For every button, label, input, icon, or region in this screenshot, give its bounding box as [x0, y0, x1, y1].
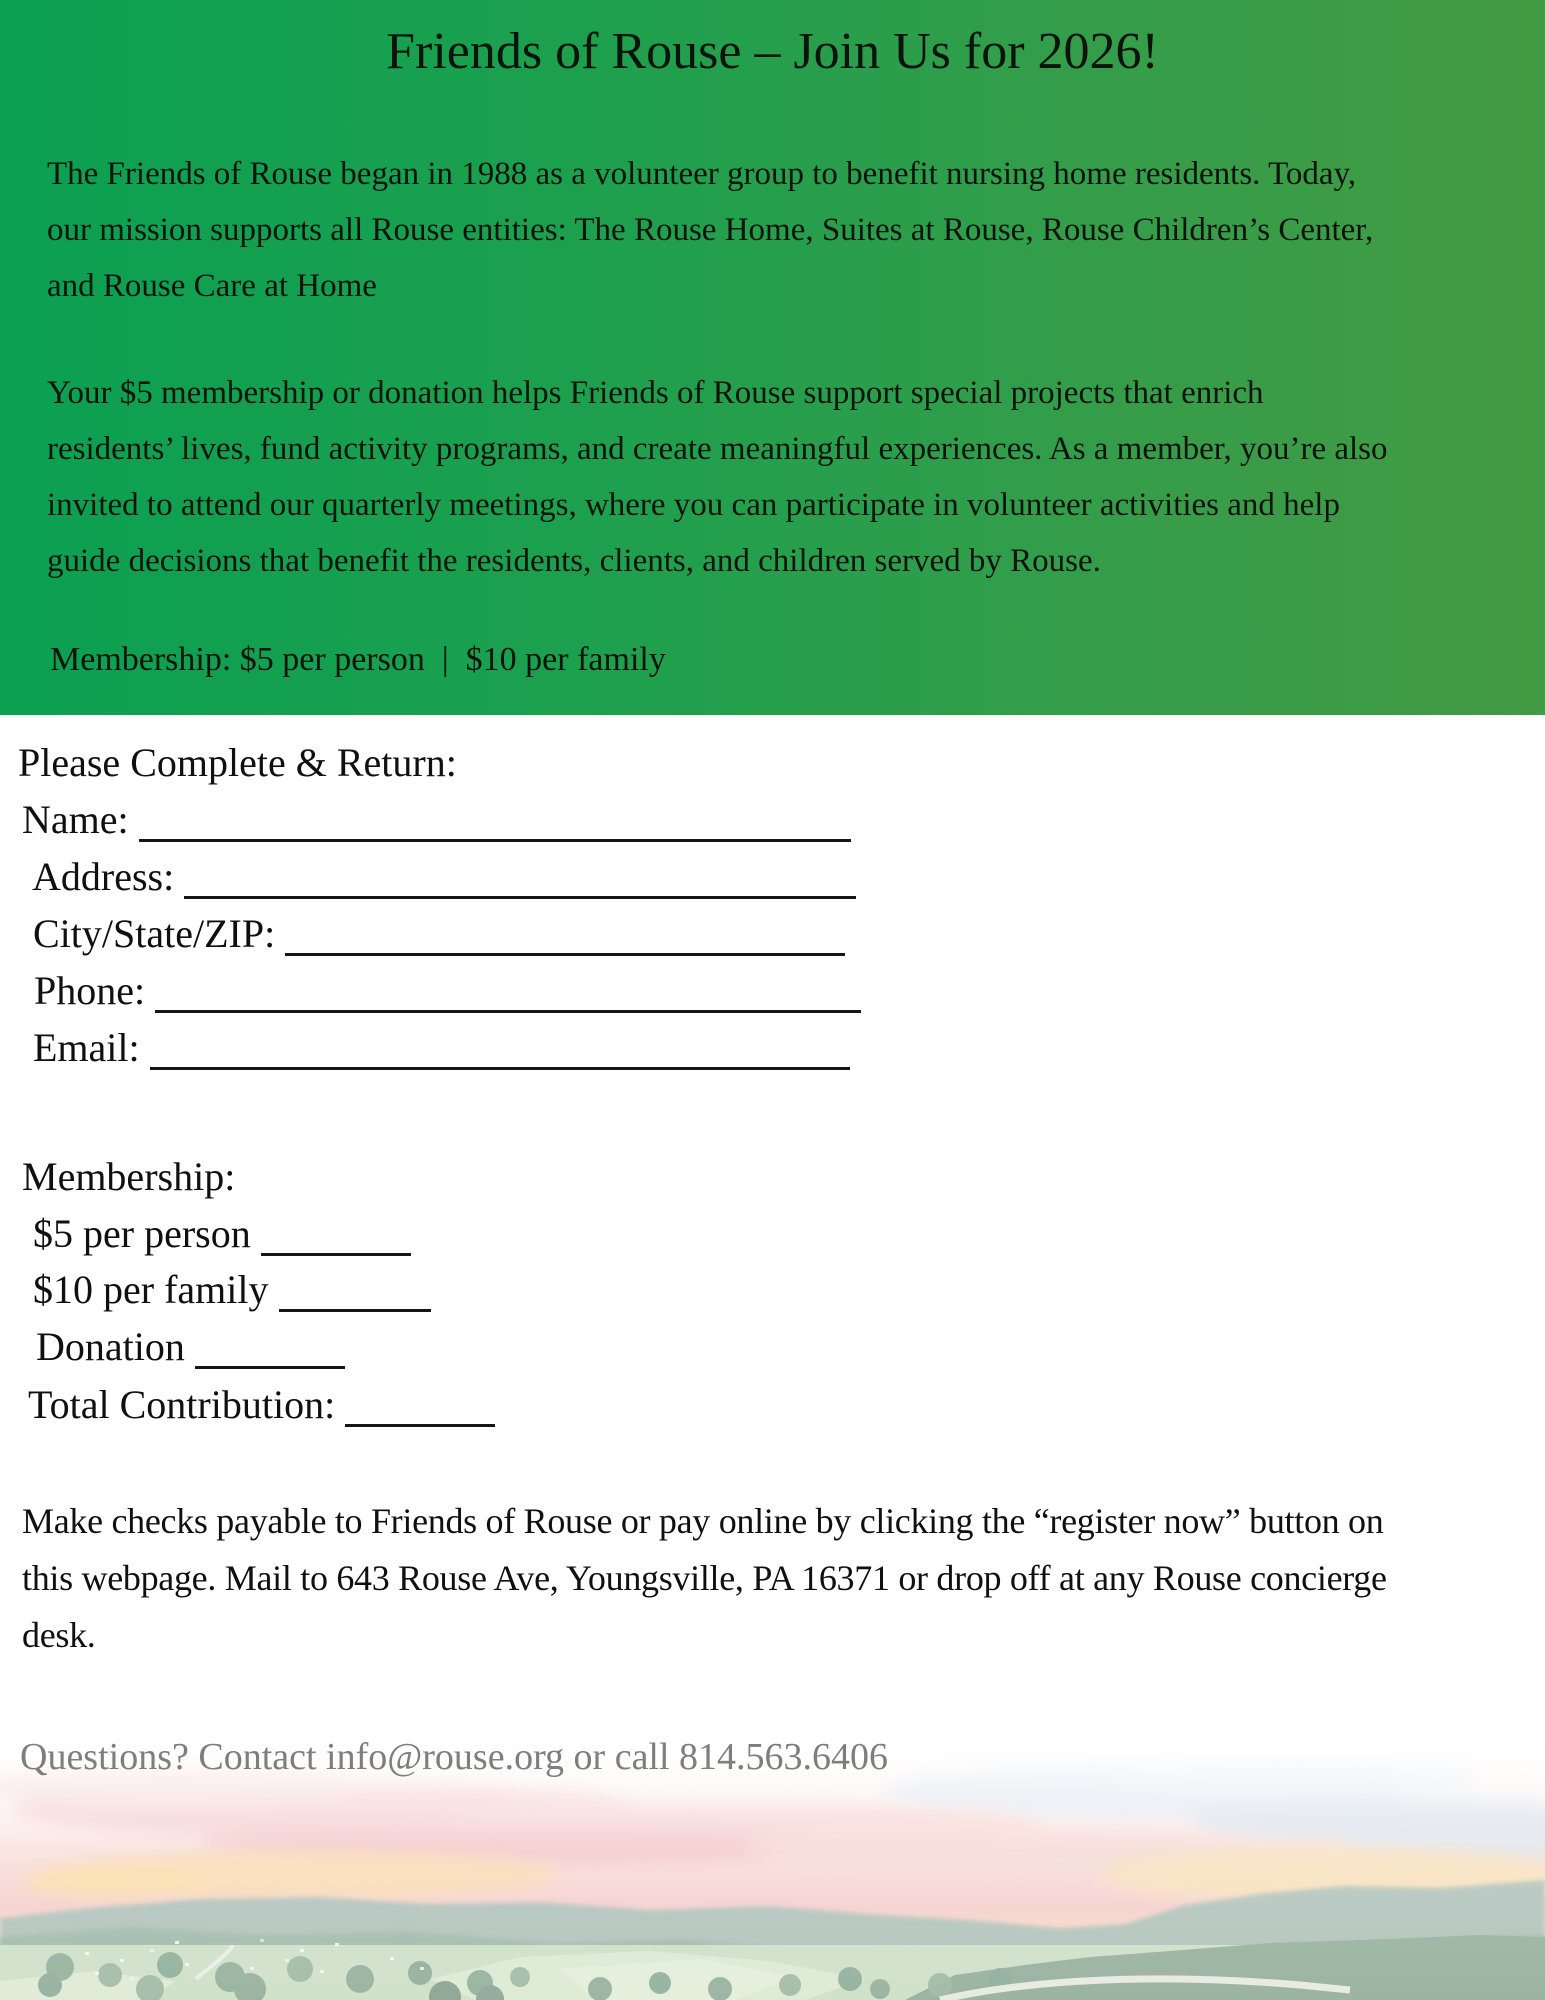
form-field-phone: [34, 962, 861, 1019]
form-field-address: [32, 848, 856, 905]
form-heading: Please Complete & Return:: [18, 740, 457, 785]
payment-instructions-paragraph: [22, 1493, 1387, 1664]
green-header-band: [0, 0, 1545, 715]
footer-contact-text: Questions? Contact info@rouse.org or call 814.563.6406: [20, 1736, 889, 1778]
mission-line: residents’ lives, fund activity programs, and create meaningful experiences. As a member, you’re also: [47, 431, 1388, 467]
city-state-zip-label: City/State/ZIP:: [33, 911, 276, 956]
per-person-label: $5 per person: [33, 1211, 251, 1256]
membership-option-donation: [36, 1318, 345, 1375]
donation-label: Donation: [36, 1324, 185, 1369]
per-family-blank-line: [279, 1308, 431, 1312]
membership-option-family: [33, 1261, 431, 1318]
total-contribution-row: [28, 1376, 495, 1433]
address-blank-line: [184, 895, 856, 899]
membership-option-person: [33, 1205, 411, 1262]
total-contribution-blank-line: [345, 1423, 495, 1427]
name-label: Name:: [22, 797, 129, 842]
intro-paragraph: [47, 146, 1373, 314]
membership-section-heading: Membership:: [22, 1154, 236, 1199]
intro-line: and Rouse Care at Home: [47, 268, 377, 304]
email-label: Email:: [33, 1025, 140, 1070]
form-field-name: [22, 791, 851, 848]
intro-line: our mission supports all Rouse entities: The Rouse Home, Suites at Rouse, Rouse Children’s Center,: [47, 212, 1374, 248]
page-title: Friends of Rouse – Join Us for 2026!: [386, 23, 1159, 80]
donation-blank-line: [195, 1365, 345, 1369]
city-state-zip-blank-line: [285, 952, 845, 956]
payment-line: Make checks payable to Friends of Rouse or pay online by clicking the “register now” button on: [22, 1501, 1384, 1541]
phone-label: Phone:: [34, 968, 146, 1013]
mission-line: invited to attend our quarterly meetings, where you can participate in volunteer activities and help: [47, 487, 1340, 523]
form-field-city-state-zip: [33, 905, 845, 962]
membership-pricing-summary: Membership: $5 per person | $10 per family: [50, 641, 666, 678]
phone-blank-line: [155, 1009, 861, 1013]
intro-line: The Friends of Rouse began in 1988 as a volunteer group to benefit nursing home residents. Today,: [47, 156, 1357, 192]
total-contribution-label: Total Contribution:: [28, 1382, 336, 1427]
payment-line: desk.: [22, 1615, 96, 1655]
email-blank-line: [150, 1066, 850, 1070]
form-field-email: [33, 1019, 850, 1076]
mission-paragraph: [47, 365, 1388, 589]
name-blank-line: [139, 838, 851, 842]
per-person-blank-line: [261, 1252, 411, 1256]
mission-line: guide decisions that benefit the residents, clients, and children served by Rouse.: [47, 543, 1101, 579]
mission-line: Your $5 membership or donation helps Friends of Rouse support special projects that enrich: [47, 375, 1264, 411]
payment-line: this webpage. Mail to 643 Rouse Ave, Youngsville, PA 16371 or drop off at any Rouse concierge: [22, 1558, 1387, 1598]
address-label: Address:: [32, 854, 175, 899]
per-family-label: $10 per family: [33, 1267, 269, 1312]
